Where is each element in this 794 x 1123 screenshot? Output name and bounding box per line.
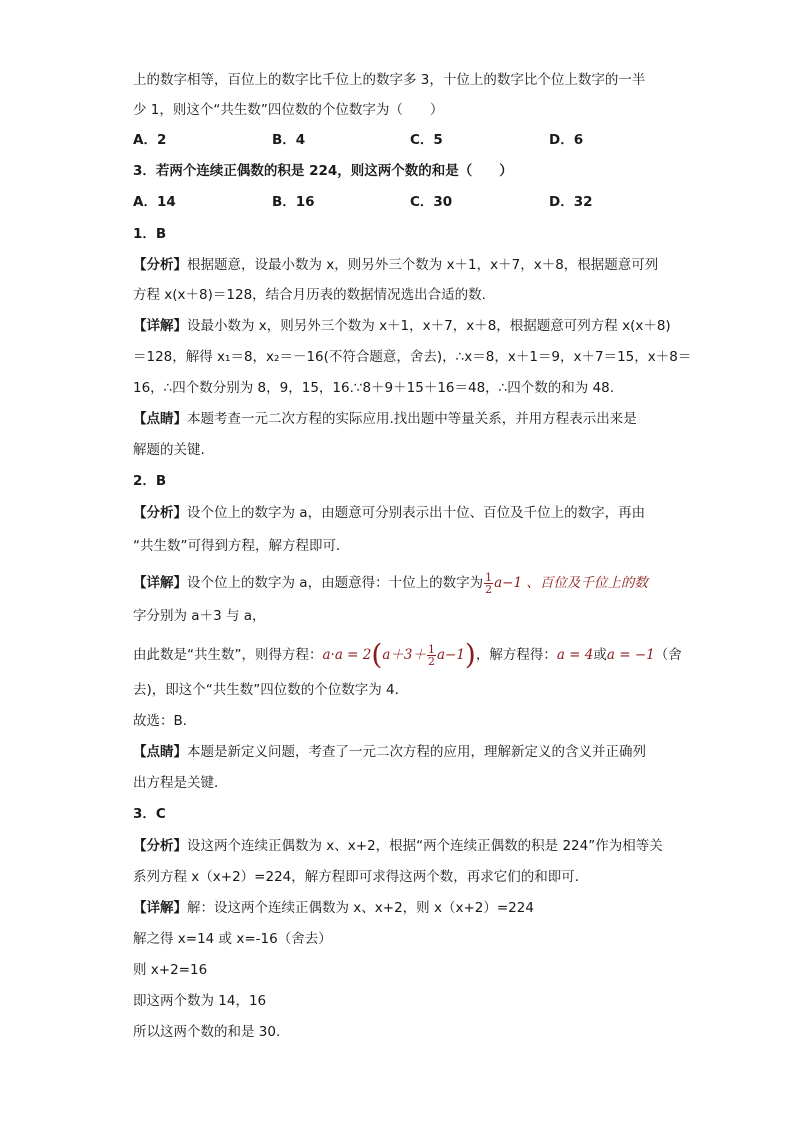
answer-3-analysis-line-1 — [133, 836, 663, 856]
q2-option-b: B．4 — [272, 132, 306, 148]
fraction-numerator: 1 — [485, 570, 493, 584]
answer-2-detail-line-4: 去)，即这个“共生数”四位数的个位数字为 4． — [133, 682, 409, 698]
analysis-text: 设这两个连续正偶数为 x、x+2，根据“两个连续正偶数的积是 224”作为相等关 — [187, 838, 663, 854]
fraction-numerator: 1 — [427, 642, 435, 656]
answer-3-detail-line-2: 解之得 x=14 或 x=-16（舍去） — [133, 931, 332, 947]
equation-solve: ，解方程得： — [475, 647, 557, 663]
detail-tag: 【详解】 — [133, 900, 187, 916]
q3-option-c: C．30 — [410, 194, 453, 210]
equation-discard: （舍 — [654, 647, 682, 663]
fraction-one-half-eq — [427, 644, 436, 667]
q3-options — [133, 192, 663, 212]
q3-option-b: B．16 — [272, 194, 315, 210]
answer-1-comment-line-2: 解题的关键. — [133, 442, 205, 458]
answer-3-detail-line-4: 即这两个数为 14，16 — [133, 993, 267, 1009]
q2-options — [133, 130, 663, 150]
left-paren: ( — [371, 638, 383, 671]
analysis-tag: 【分析】 — [133, 838, 187, 854]
answer-3-detail-line-1 — [133, 898, 534, 918]
answer-3-detail-line-3: 则 x+2=16 — [133, 962, 208, 978]
detail-text: 设个位上的数字为 a，由题意得：十位上的数字为 — [187, 575, 484, 591]
detail-text: 设最小数为 x，则另外三个数为 x＋1，x＋7，x＋8，根据题意可列方程 x(x＋8) — [187, 318, 671, 334]
q2-stem-line-2: 少 1，则这个“共生数”四位数的个位数字为（ ） — [133, 102, 444, 118]
analysis-tag: 【分析】 — [133, 505, 187, 521]
right-paren: ) — [464, 638, 476, 671]
answer-1-head: 1．B — [133, 226, 167, 242]
detail-tag: 【详解】 — [133, 575, 187, 591]
equation-root-1: a = 4 — [556, 647, 594, 663]
analysis-text: 设个位上的数字为 a，由题意可分别表示出十位、百位及千位上的数字，再由 — [187, 505, 646, 521]
equation-intro: 由此数是“共生数”，则得方程： — [133, 647, 323, 663]
q2-stem-line-1: 上的数字相等，百位上的数字比千位上的数字多 3，十位上的数字比个位上数字的一半 — [133, 72, 646, 88]
answer-2-detail-line-1 — [133, 570, 648, 596]
fraction-denominator: 2 — [427, 654, 435, 668]
fraction-denominator: 2 — [485, 582, 493, 596]
equation-lhs: a·a = 2 — [322, 647, 372, 663]
answer-2-analysis-line-2: “共生数”可得到方程，解方程即可． — [133, 538, 350, 554]
answer-1-detail-line-1 — [133, 316, 671, 336]
detail-math: a−1 、百位及千位上的数 — [494, 575, 648, 591]
q2-option-d: D．6 — [549, 132, 584, 148]
analysis-tag: 【分析】 — [133, 257, 187, 273]
detail-tag: 【详解】 — [133, 318, 187, 334]
answer-1-analysis-line-2: 方程 x(x＋8)＝128，结合月历表的数据情况选出合适的数. — [133, 287, 486, 303]
answer-2-comment-line-2: 出方程是关键． — [133, 775, 228, 791]
analysis-text: 根据题意，设最小数为 x，则另外三个数为 x＋1，x＋7，x＋8，根据题意可列 — [187, 257, 659, 273]
equation-or: 或 — [593, 647, 607, 663]
comment-tag: 【点睛】 — [133, 411, 187, 427]
answer-1-comment-line-1 — [133, 409, 637, 429]
q2-option-c: C．5 — [410, 132, 443, 148]
answer-2-head: 2．B — [133, 473, 167, 489]
answer-3-detail-line-5: 所以这两个数的和是 30. — [133, 1024, 281, 1040]
answer-3-analysis-line-2: 系列方程 x（x+2）=224，解方程即可求得这两个数，再求它们的和即可． — [133, 869, 589, 885]
comment-tag: 【点睛】 — [133, 744, 187, 760]
q3-stem: 3．若两个连续正偶数的积是 224，则这两个数的和是（ ） — [133, 163, 513, 179]
answer-1-analysis-line-1 — [133, 255, 658, 275]
equation-inner-2: a−1 — [436, 647, 465, 663]
detail-text: 解：设这两个连续正偶数为 x、x+2，则 x（x+2）=224 — [187, 900, 534, 916]
answer-1-detail-line-2: ＝128，解得 x₁＝8，x₂＝－16(不符合题意，舍去)，∴x＝8，x＋1＝9，x＋7＝15，x＋8＝ — [133, 349, 692, 365]
comment-text: 本题是新定义问题，考查了一元二次方程的应用，理解新定义的含义并正确列 — [187, 744, 646, 760]
answer-2-analysis-line-1 — [133, 503, 645, 523]
answer-2-comment-line-1 — [133, 742, 646, 762]
fraction-one-half — [484, 572, 493, 595]
q3-option-a: A．14 — [133, 194, 176, 210]
answer-2-equation-line — [133, 640, 682, 670]
answer-2-choose: 故选：B． — [133, 713, 197, 729]
equation-root-2: a = −1 — [606, 647, 655, 663]
comment-text: 本题考查一元二次方程的实际应用.找出题中等量关系，并用方程表示出来是 — [187, 411, 637, 427]
equation-inner-1: a＋3＋ — [382, 647, 426, 663]
q3-option-d: D．32 — [549, 194, 593, 210]
answer-1-detail-line-3: 16，∴四个数分别为 8，9，15，16.∵8＋9＋15＋16＝48，∴四个数的和为 48. — [133, 380, 615, 396]
answer-2-detail-line-2: 字分别为 a＋3 与 a， — [133, 608, 266, 624]
answer-3-head: 3．C — [133, 806, 166, 822]
q2-option-a: A．2 — [133, 132, 167, 148]
